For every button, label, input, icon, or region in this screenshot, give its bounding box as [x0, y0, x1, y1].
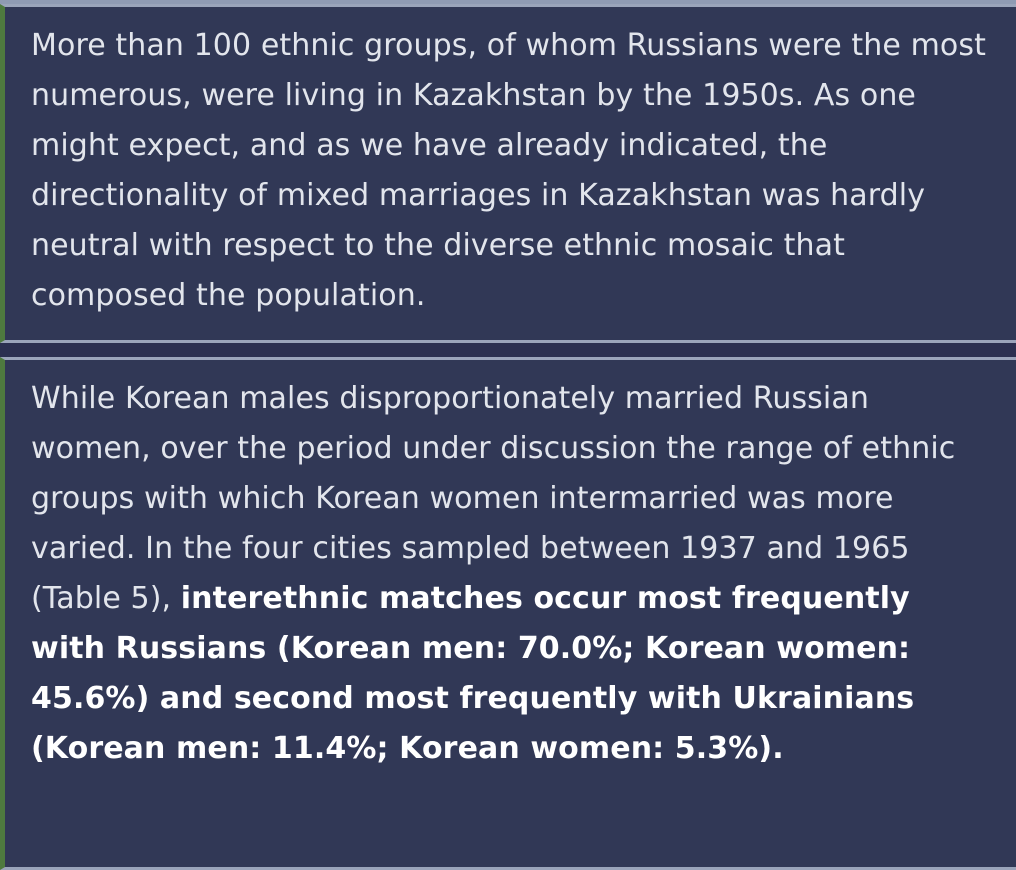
text-block-2: [0, 357, 1016, 870]
paragraph-ethnic-groups: More than 100 ethnic groups, of whom Russians were the most numerous, were living in Kazakhstan by the 1950s. As one might expect, and as we have already indicated, the directionality of mixed marriages in Kazakhstan was hardly neutral with respect to the diverse ethnic mosaic that composed the population.: [31, 28, 986, 314]
paragraph-korean-intermarriage: [31, 374, 994, 775]
paragraph-plain-text: While Korean males disproportionately married Russian women, over the period under discussion the range of ethnic groups with which Korean women intermarried was more varied. In the four cities sampled between 1937 and 1965 (Table 5),: [31, 380, 956, 616]
paragraph-highlighted-text: interethnic matches occur most frequently with Russians (Korean men: 70.0%; Korean women: 45.6%) and second most frequently with Ukrainians (Korean men: 11.4%; Korean women: 5.3%).: [31, 580, 915, 767]
text-block-1: [0, 4, 1016, 343]
